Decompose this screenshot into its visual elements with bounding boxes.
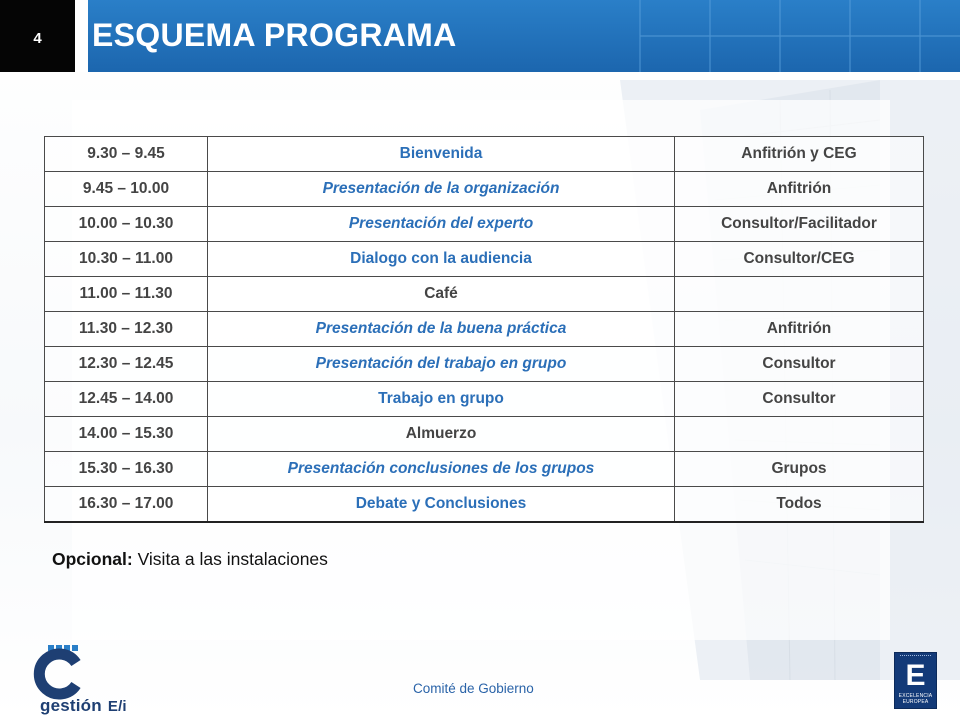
responsible-cell: Grupos: [675, 452, 924, 487]
table-row: [45, 172, 924, 207]
logo-word: gestión: [40, 696, 102, 715]
time-cell: 10.00 – 10.30: [45, 207, 208, 242]
title-bar: [0, 0, 960, 72]
time-cell: 15.30 – 16.30: [45, 452, 208, 487]
optional-note: [52, 549, 328, 570]
slide-number: 4: [33, 30, 42, 47]
table-row: [45, 207, 924, 242]
schedule-table: [44, 136, 924, 523]
logo-suffix: E/i: [107, 698, 127, 715]
time-cell: 12.30 – 12.45: [45, 347, 208, 382]
responsible-cell: Consultor: [675, 382, 924, 417]
slide-title: ESQUEMA PROGRAMA: [92, 17, 457, 53]
logo-wordmark: [40, 696, 127, 716]
table-row: [45, 452, 924, 487]
time-cell: 12.45 – 14.00: [45, 382, 208, 417]
footer-text: Comité de Gobierno: [413, 681, 534, 696]
responsible-cell: [675, 277, 924, 312]
logo-caption: EXCELENCIA EUROPEA: [898, 693, 933, 705]
activity-cell: Almuerzo: [208, 417, 675, 452]
responsible-cell: Anfitrión: [675, 172, 924, 207]
activity-cell: Debate y Conclusiones: [208, 487, 675, 522]
time-cell: 11.30 – 12.30: [45, 312, 208, 347]
activity-cell: Presentación del experto: [208, 207, 675, 242]
time-cell: 14.00 – 15.30: [45, 417, 208, 452]
responsible-cell: Todos: [675, 487, 924, 522]
table-row: [45, 312, 924, 347]
activity-cell: Presentación de la buena práctica: [208, 312, 675, 347]
slide-number-box: [0, 0, 75, 72]
table-row: [45, 242, 924, 277]
activity-cell: Café: [208, 277, 675, 312]
responsible-cell: Consultor/Facilitador: [675, 207, 924, 242]
header-decoration: [630, 0, 960, 72]
responsible-cell: Consultor/CEG: [675, 242, 924, 277]
table-row: [45, 382, 924, 417]
table-row: [45, 277, 924, 312]
time-cell: 9.30 – 9.45: [45, 137, 208, 172]
responsible-cell: Anfitrión: [675, 312, 924, 347]
responsible-cell: Consultor: [675, 347, 924, 382]
table-row: [45, 347, 924, 382]
activity-cell: Dialogo con la audiencia: [208, 242, 675, 277]
table-row: [45, 137, 924, 172]
responsible-cell: Anfitrión y CEG: [675, 137, 924, 172]
optional-note-label: Opcional:: [52, 549, 133, 569]
activity-cell: Presentación del trabajo en grupo: [208, 347, 675, 382]
excelencia-europea-logo: [894, 652, 937, 709]
activity-cell: Bienvenida: [208, 137, 675, 172]
time-cell: 10.30 – 11.00: [45, 242, 208, 277]
time-cell: 9.45 – 10.00: [45, 172, 208, 207]
activity-cell: Presentación conclusiones de los grupos: [208, 452, 675, 487]
time-cell: 16.30 – 17.00: [45, 487, 208, 522]
activity-cell: Trabajo en grupo: [208, 382, 675, 417]
table-row: [45, 417, 924, 452]
time-cell: 11.00 – 11.30: [45, 277, 208, 312]
activity-cell: Presentación de la organización: [208, 172, 675, 207]
logo-letter: E: [905, 659, 926, 692]
optional-note-text: Visita a las instalaciones: [132, 549, 328, 569]
header-separator: [75, 0, 88, 72]
table-row: [45, 487, 924, 522]
responsible-cell: [675, 417, 924, 452]
